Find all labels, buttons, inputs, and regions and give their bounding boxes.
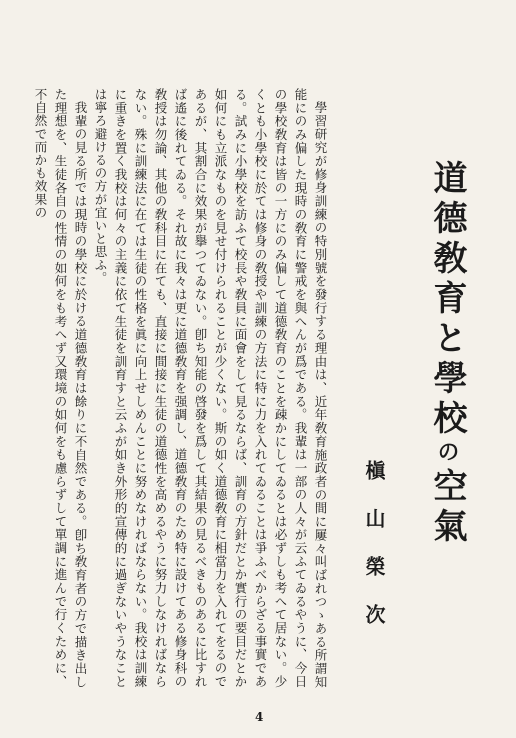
title-main: 道德敎育と學校 xyxy=(427,160,467,440)
title-end: 空氣 xyxy=(427,468,467,548)
page-number: 4 xyxy=(255,710,264,724)
paragraph: 我輩の見る所では現時の學校に於ける道德敎育は餘りに不自然である。卽ち敎育者の方で描き出した理想を、生徒各自の性情の如何をも考へず又環境の如何をも慮らずして單調に進んで行くために、不自然で而かも效果の xyxy=(33,88,88,688)
article-title xyxy=(427,160,467,548)
article-body xyxy=(30,88,330,688)
author-name: 槇山榮次 xyxy=(362,460,386,652)
paragraph: 學習研究が修身訓練の特別號を發行する理由は、近年敎育施政者の間に屢々叫ばれつゝある所謂知能にのみ偏した現時の敎育に警戒を與へんが爲である。我輩は一部の人々が云ふてゐるやうに、今日の學校敎育は皆の一方にのみ偏して道德敎育のことを疎かにしてゐるとは必ずしも考へて居ない。少くとも小學校に於ては修身の敎授や訓練の方法に特に力を入れてゐることは爭ふべからざる事實である。試みに小學校を訪ふて校長や敎員に面會をして見るならば、訓育の方針だとか實行の要目だとか如何にも立派なものを見せ付けられることが少くない。斯の如く道德敎育に相當力を入れてをるのであるが、其割合に效果が擧つてゐない。卽ち知能の啓發を爲して其結果の見るべきものあるに比すれば遙に後れてゐる。それ故に我々は更に道德敎育を强調し、道德敎育のため特に設けてある修身科の敎授は勿論、其他の敎科目に在ても、直接に間接に生徒の道德性を高めるやうに努力しなければならない。殊に訓練法に在ては生徒の性格を眞に向上せしめんことに努めなければならない。我校は訓練に重きを置く我校は何々の主義に依て生徒を訓育すと云ふが如き外形的宣傳的に過ぎないやうなことは寧ろ避けるの方が宜いと思ふ。 xyxy=(93,88,328,688)
title-particle: の xyxy=(434,440,460,468)
